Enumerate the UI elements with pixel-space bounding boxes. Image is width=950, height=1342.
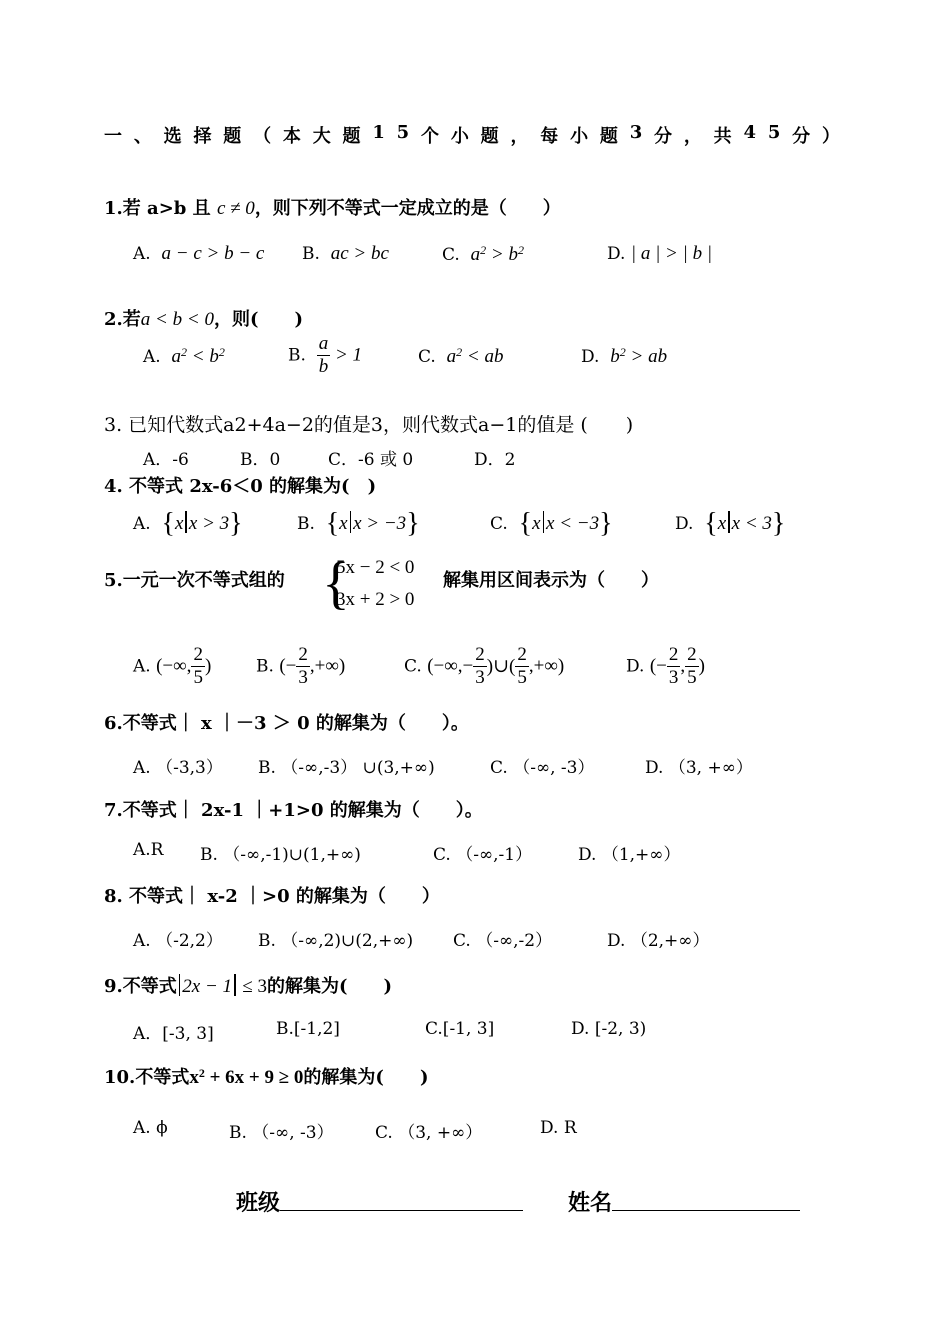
question-4-stem: 4. 不等式 2x-6＜0 的解集为( )	[104, 476, 377, 497]
heading-char: ）	[821, 126, 840, 147]
q4-option-b: B. {x x > −3}	[297, 508, 420, 539]
heading-char: 分	[654, 126, 673, 147]
question-10-stem: 10.不等式$x^2 + 6x + 9 \ge 0$的解集为( )	[104, 1066, 429, 1088]
question-5-stem-end: 解集用区间表示为（ ）	[443, 570, 659, 591]
q2-option-d: D. $b^2$ > ab	[581, 345, 668, 367]
question-3-stem: 3. 已知代数式a2+4a−2的值是3，则代数式a−1的值是 ( )	[104, 414, 634, 436]
q7-option-d: D. （1,+∞）	[578, 845, 681, 865]
q8-option-a: A. （-2,2）	[133, 931, 223, 951]
heading-char: 小	[570, 126, 589, 147]
q5-option-b: B. (− $\frac{2}{3}$ ,+∞)	[256, 644, 346, 688]
heading-char: 每	[540, 126, 559, 147]
heading-char: 分	[792, 126, 811, 147]
question-8-stem: 8. 不等式｜ x-2 ｜>0 的解集为（ ）	[104, 886, 440, 907]
q8-option-c: C. （-∞,-2）	[453, 931, 553, 951]
question-6-stem: 6.不等式｜ x ｜－3 ＞ 0 的解集为（ ）。	[104, 713, 469, 734]
q6-option-b: B. （-∞,-3） ∪(3,+∞)	[258, 758, 435, 778]
heading-char: 择	[193, 126, 212, 147]
name-label: 姓名	[568, 1190, 613, 1216]
heading-char: 大	[312, 126, 331, 147]
name-field-line[interactable]	[612, 1210, 800, 1211]
q4-option-a: A. {x x > 3}	[133, 508, 243, 539]
q8-option-d: D. （2,+∞）	[607, 931, 710, 951]
q8-option-b: B. （-∞,2)∪(2,+∞)	[258, 931, 414, 951]
q6-option-c: C. （-∞, -3）	[490, 758, 595, 778]
heading-char: 、	[133, 126, 152, 147]
q2-option-c: C. $a^2$ < ab	[418, 345, 504, 367]
class-field-line[interactable]	[280, 1210, 523, 1211]
q9-option-d: D. [-2, 3)	[571, 1019, 647, 1039]
q3-option-c: C．-6 或 0	[328, 450, 414, 470]
q2-option-a: A. $a^2 < b^2$	[143, 345, 225, 367]
question-1-stem: 1.若 a>b 且 c ≠ 0，则下列不等式一定成立的是（ ）	[104, 198, 561, 219]
q1-option-b: B. ac > bc	[302, 243, 389, 264]
heading-char: 题	[480, 126, 499, 147]
heading-char: ，	[510, 126, 529, 147]
q6-option-a: A. （-3,3）	[133, 758, 223, 778]
q7-option-a: A.R	[133, 840, 164, 860]
q5-option-c: C. (−∞,− $\frac{2}{3}$ )∪( $\frac{2}{5}$ ,+∞)	[404, 644, 565, 688]
heading-char: 个	[421, 126, 439, 147]
heading-char: 题	[599, 126, 618, 147]
question-9-stem: 9.不等式 2x − 1 ≤ 3的解集为( )	[104, 976, 393, 997]
heading-char: （	[253, 126, 272, 147]
heading-char: 题	[342, 126, 361, 147]
q1-option-a: A. a − c > b − c	[133, 243, 265, 264]
q10-option-a: A. ϕ	[133, 1118, 168, 1138]
heading-char: 题	[223, 126, 242, 147]
q4-option-c: C. {x x < −3}	[490, 508, 613, 539]
q5-option-d: D. (− $\frac{2}{3}$ , $\frac{2}{5}$ )	[626, 644, 705, 688]
q9-option-b: B.[-1,2]	[276, 1019, 340, 1039]
heading-char: 3	[629, 122, 643, 143]
q10-option-c: C. （3, +∞）	[375, 1123, 483, 1143]
q9-option-c: C.[-1, 3]	[425, 1019, 495, 1039]
heading-char: 选	[163, 126, 182, 147]
question-5-stem: 5.一元一次不等式组的	[104, 570, 285, 591]
q7-option-c: C. （-∞,-1）	[433, 845, 533, 865]
q10-option-b: B. （-∞, -3）	[229, 1123, 334, 1143]
q3-option-a: A．-6	[143, 450, 189, 470]
q10-option-d: D. R	[540, 1118, 577, 1138]
heading-char: 一	[104, 126, 122, 147]
q6-option-d: D. （3, +∞）	[645, 758, 753, 778]
system-row-2: 3x + 2 > 0	[336, 589, 415, 610]
q9-option-a: A．[-3, 3]	[133, 1024, 214, 1044]
system-row-1: 5x − 2 < 0	[336, 557, 415, 578]
class-label: 班级	[236, 1190, 281, 1216]
heading-char: 本	[282, 126, 301, 147]
heading-char: 5	[396, 122, 410, 143]
q4-option-d: D. {x x < 3}	[675, 508, 786, 539]
heading-char: 4	[743, 122, 756, 143]
inequality-system: { 5x − 2 < 0 3x + 2 > 0	[322, 550, 415, 615]
q2-option-b: B. $\frac{a}{b}$ > 1	[288, 333, 363, 377]
heading-char: 1	[372, 122, 385, 143]
q7-option-b: B. （-∞,-1)∪(1,+∞)	[200, 845, 361, 865]
question-7-stem: 7.不等式｜ 2x-1 ｜+1>0 的解集为（ ）。	[104, 800, 483, 821]
heading-char: 共	[713, 126, 732, 147]
heading-char: 5	[767, 122, 781, 143]
q1-option-d: D. | a | > | b |	[607, 243, 713, 264]
q1-option-c: C. $a^2 > b^2$	[442, 243, 524, 265]
q3-option-d: D．2	[474, 450, 516, 470]
heading-char: 小	[450, 126, 469, 147]
q5-option-a: A. (−∞, $\frac{2}{5}$ )	[133, 644, 212, 688]
section-heading	[104, 122, 840, 148]
heading-char: ，	[683, 126, 702, 147]
q3-option-b: B．0	[240, 450, 281, 470]
question-2-stem: 2.若a < b < 0，则( )	[104, 309, 303, 330]
